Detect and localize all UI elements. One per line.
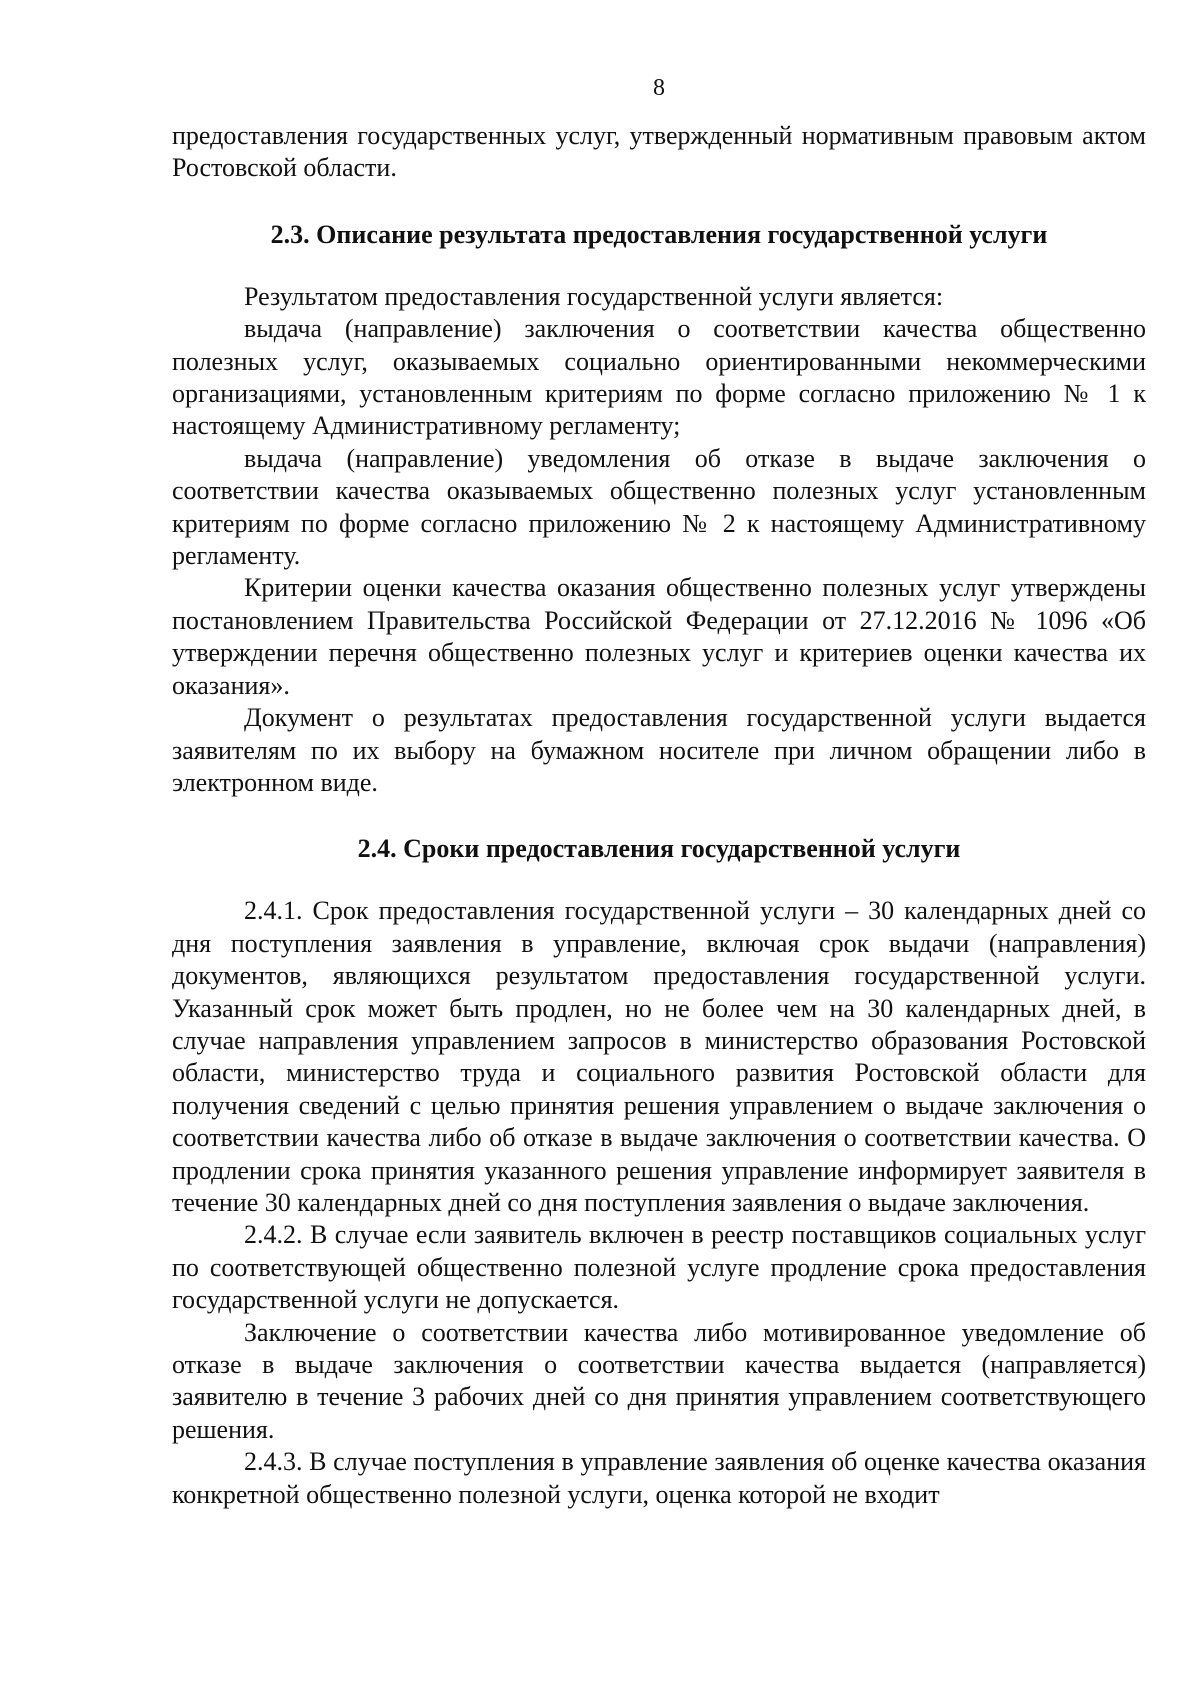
- document-body: [172, 120, 1146, 1511]
- paragraph: Критерии оценки качества оказания общественно полезных услуг утверждены постановлением Правительства Российской Федерации от 27.12.2016 № 1096 «Об утверждении перечня общественно полезных услуг и критериев оценки качества их оказания».: [172, 573, 1146, 700]
- section-heading-2-3: 2.3. Описание результата предоставления государственной услуги: [270, 219, 1048, 249]
- continuation-paragraph: предоставления государственных услуг, утвержденный нормативным правовым актом Ростовской области.: [172, 121, 1146, 183]
- page-number: 8: [653, 75, 665, 101]
- paragraph: 2.4.1. Срок предоставления государственной услуги – 30 календарных дней со дня поступления заявления в управление, включая срок выдачи (направления) документов, являющихся результатом предоставления государственной услуги. Указанный срок может быть продлен, но не более чем на 30 календарных дней, в случае направления управлением запросов в министерство образования Ростовской области, министерство труда и социального развития Ростовской области для получения сведений с целью принятия решения управлением о выдаче заключения о соответствии качества либо об отказе в выдаче заключения о соответствии качества. О продлении срока принятия указанного решения управление информирует заявителя в течение 30 календарных дней со дня поступления заявления о выдаче заключения.: [172, 896, 1146, 1217]
- paragraph: выдача (направление) заключения о соответствии качества общественно полезных услуг, оказываемых социально ориентированными некоммерческими организациями, установленным критериям по форме согласно приложению № 1 к настоящему Административному регламенту;: [172, 314, 1146, 441]
- paragraph: Документ о результатах предоставления государственной услуги выдается заявителям по их выбору на бумажном носителе при личном обращении либо в электронном виде.: [172, 703, 1146, 797]
- paragraph: Результатом предоставления государственной услуги является:: [244, 281, 944, 311]
- paragraph: выдача (направление) уведомления об отказе в выдаче заключения о соответствии качества оказываемых общественно полезных услуг установленным критериям по форме согласно приложению № 2 к настоящему Административному регламенту.: [172, 443, 1146, 571]
- paragraph: 2.4.3. В случае поступления в управление заявления об оценке качества оказания конкретной общественно полезной услуги, оценка которой не входит: [172, 1447, 1146, 1509]
- section-heading-2-4: 2.4. Сроки предоставления государственной услуги: [357, 834, 961, 864]
- paragraph: Заключение о соответствии качества либо мотивированное уведомление об отказе в выдаче заключения о соответствии качества выдается (направляется) заявителю в течение 3 рабочих дней со дня принятия управлением соответствующего решения.: [172, 1317, 1146, 1444]
- paragraph: 2.4.2. В случае если заявитель включен в реестр поставщиков социальных услуг по соответствующей общественно полезной услуге продление срока предоставления государственной услуги не допускается.: [172, 1220, 1146, 1315]
